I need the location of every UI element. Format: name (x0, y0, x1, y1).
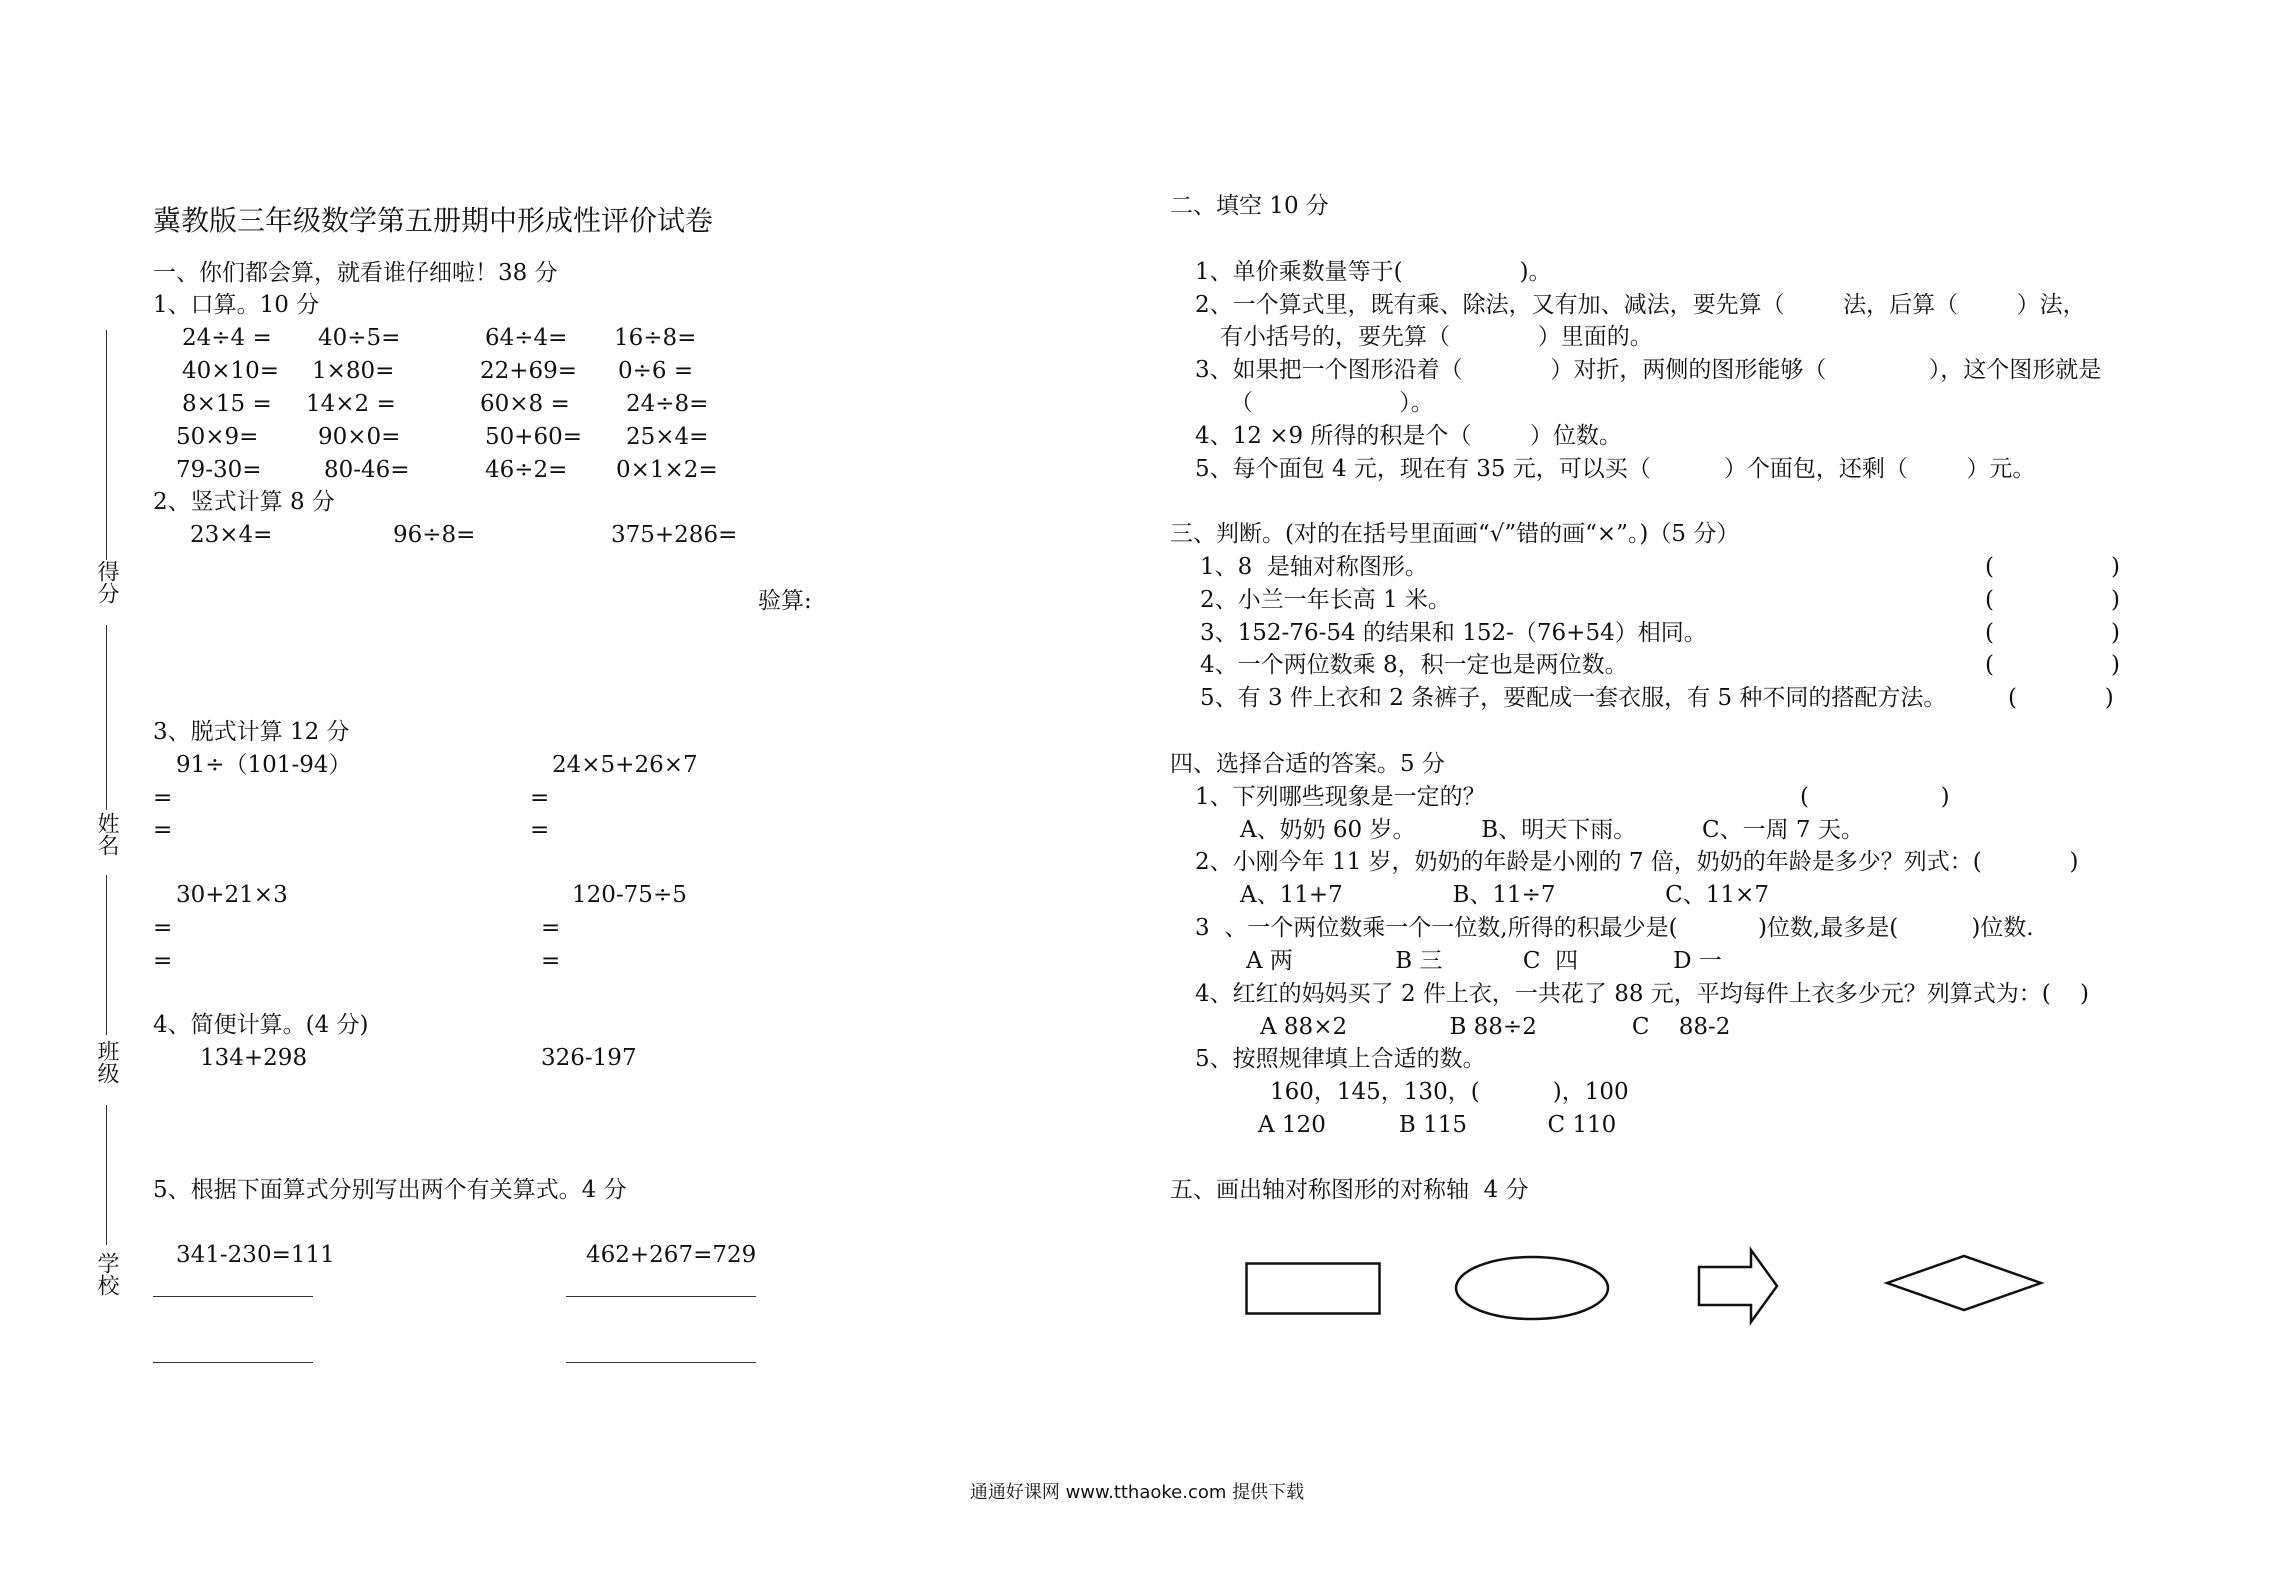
school-label: 学校 (94, 1252, 119, 1296)
oral-calc-item: 24÷4 = (182, 325, 272, 351)
choice-line: A、奶奶 60 岁。 B、明天下雨。 C、一周 7 天。 (1240, 817, 1864, 843)
step-calc-item: 91÷（101-94） (176, 752, 352, 778)
equals-sign: = (153, 817, 173, 843)
equals-sign: = (530, 785, 550, 811)
oral-calc-item: 24÷8= (626, 391, 709, 417)
choice-line: 3 、一个两位数乘一个一位数,所得的积最少是( )位数,最多是( )位数. (1195, 915, 2034, 941)
name-label: 姓名 (94, 812, 119, 856)
footer-credit: 通通好课网 www.tthaoke.com 提供下载 (969, 1482, 1305, 1503)
check-label: 验算: (758, 588, 812, 614)
answer-line (566, 1296, 756, 1297)
fill-item: （ ）。 (1230, 390, 1434, 416)
equals-sign: = (541, 948, 561, 974)
step-calc-title: 3、脱式计算 12 分 (153, 719, 350, 745)
judge-paren: ( ) (1985, 620, 2120, 646)
choice-line: A 两 B 三 C 四 D 一 (1246, 948, 1722, 974)
choice-line: A 88×2 B 88÷2 C 88-2 (1260, 1014, 1731, 1040)
score-label: 得分 (94, 560, 119, 604)
equals-sign: = (541, 915, 561, 941)
oral-calc-item: 50×9= (176, 424, 259, 450)
oral-calc-item: 90×0= (318, 424, 401, 450)
fill-item: 5、每个面包 4 元，现在有 35 元，可以买（ ）个面包，还剩（ ）元。 (1195, 456, 2036, 482)
equals-sign: = (153, 915, 173, 941)
arrow-shape (1697, 1248, 1781, 1326)
simplify-calc-item: 134+298 (200, 1045, 308, 1071)
oral-calc-item: 46÷2= (485, 457, 568, 483)
oral-calc-item: 64÷4= (485, 325, 568, 351)
section-4-heading: 四、选择合适的答案。5 分 (1170, 751, 1445, 777)
judge-item: 2、小兰一年长高 1 米。 (1200, 587, 1451, 613)
fill-item: 4、12 ×9 所得的积是个（ ）位数。 (1195, 423, 1622, 449)
step-calc-item: 30+21×3 (176, 882, 288, 908)
judge-paren: ( ) (2008, 685, 2114, 711)
section-3-heading: 三、判断。(对的在括号里面画“√”错的画“×”。)（5 分） (1170, 521, 1740, 547)
vertical-calc-title: 2、竖式计算 8 分 (153, 489, 335, 515)
rhombus-shape (1885, 1254, 2045, 1314)
judge-paren: ( ) (1985, 554, 2120, 580)
choice-line: 5、按照规律填上合适的数。 (1195, 1046, 1486, 1072)
oral-calc-item: 25×4= (626, 424, 709, 450)
class-label: 班级 (94, 1040, 119, 1084)
oral-calc-item: 79-30= (176, 457, 262, 483)
binding-line-4 (106, 1105, 107, 1245)
oral-calc-item: 40÷5= (318, 325, 401, 351)
rectangle-shape (1245, 1262, 1385, 1318)
oral-calc-item: 50+60= (485, 424, 583, 450)
simplify-calc-item: 326-197 (541, 1045, 637, 1071)
vertical-calc-item: 375+286= (611, 522, 738, 548)
choice-line: 4、红红的妈妈买了 2 件上衣，一共花了 88 元，平均每件上衣多少元？列算式为：( ) (1195, 981, 2089, 1007)
equals-sign: = (153, 785, 173, 811)
choice-line: A 120 B 115 C 110 (1258, 1112, 1617, 1138)
judge-paren: ( ) (1985, 652, 2120, 678)
section-1-heading: 一、你们都会算，就看谁仔细啦！38 分 (153, 260, 558, 286)
related-formula-item: 462+267=729 (586, 1242, 757, 1268)
section-5-heading: 五、画出轴对称图形的对称轴 4 分 (1170, 1177, 1529, 1203)
oral-calc-item: 14×2 = (306, 391, 396, 417)
choice-line: 2、小刚今年 11 岁，奶奶的年龄是小刚的 7 倍，奶奶的年龄是多少？列式：( ) (1195, 849, 2079, 875)
equals-sign: = (530, 817, 550, 843)
related-formula-title: 5、根据下面算式分别写出两个有关算式。4 分 (153, 1177, 627, 1203)
oral-calc-title: 1、口算。10 分 (153, 292, 320, 318)
answer-line (153, 1296, 313, 1297)
judge-paren: ( ) (1985, 587, 2120, 613)
binding-line-3 (106, 875, 107, 1035)
step-calc-item: 120-75÷5 (572, 882, 687, 908)
answer-line (566, 1362, 756, 1363)
oral-calc-item: 1×80= (312, 358, 395, 384)
judge-item: 4、一个两位数乘 8，积一定也是两位数。 (1200, 652, 1628, 678)
oral-calc-item: 16÷8= (614, 325, 697, 351)
choice-line: 1、下列哪些现象是一定的？ ( ) (1195, 784, 1950, 810)
choice-line: A、11+7 B、11÷7 C、11×7 (1240, 882, 1769, 908)
related-formula-item: 341-230=111 (176, 1242, 335, 1268)
oral-calc-item: 60×8 = (480, 391, 570, 417)
page-title: 冀教版三年级数学第五册期中形成性评价试卷 (153, 204, 714, 237)
choice-line: 160，145，130，( )，100 (1270, 1079, 1629, 1105)
oral-calc-item: 22+69= (480, 358, 578, 384)
answer-line (153, 1362, 313, 1363)
fill-item: 1、单价乘数量等于( )。 (1195, 259, 1552, 285)
oral-calc-item: 0×1×2= (616, 457, 718, 483)
judge-item: 3、152-76-54 的结果和 152-（76+54）相同。 (1200, 620, 1707, 646)
fill-item: 2、一个算式里，既有乘、除法，又有加、减法，要先算（ 法，后算（ ）法， (1195, 292, 2086, 318)
judge-item: 1、8 是轴对称图形。 (1200, 554, 1428, 580)
binding-line-2 (106, 625, 107, 810)
vertical-calc-item: 23×4= (190, 522, 273, 548)
fill-item: 3、如果把一个图形沿着（ ）对折，两侧的图形能够（ ），这个图形就是 (1195, 357, 2102, 383)
ellipse-shape (1453, 1254, 1613, 1324)
oral-calc-item: 80-46= (324, 457, 410, 483)
oral-calc-item: 40×10= (182, 358, 280, 384)
vertical-calc-item: 96÷8= (393, 522, 476, 548)
binding-line-1 (106, 330, 107, 560)
oral-calc-item: 0÷6 = (618, 358, 694, 384)
section-2-heading: 二、填空 10 分 (1170, 193, 1329, 219)
simplify-calc-title: 4、简便计算。(4 分) (153, 1012, 369, 1038)
oral-calc-item: 8×15 = (182, 391, 272, 417)
step-calc-item: 24×5+26×7 (552, 752, 698, 778)
judge-item: 5、有 3 件上衣和 2 条裤子，要配成一套衣服，有 5 种不同的搭配方法。 (1200, 685, 1947, 711)
fill-item: 有小括号的，要先算（ ）里面的。 (1220, 324, 1653, 350)
equals-sign: = (153, 948, 173, 974)
